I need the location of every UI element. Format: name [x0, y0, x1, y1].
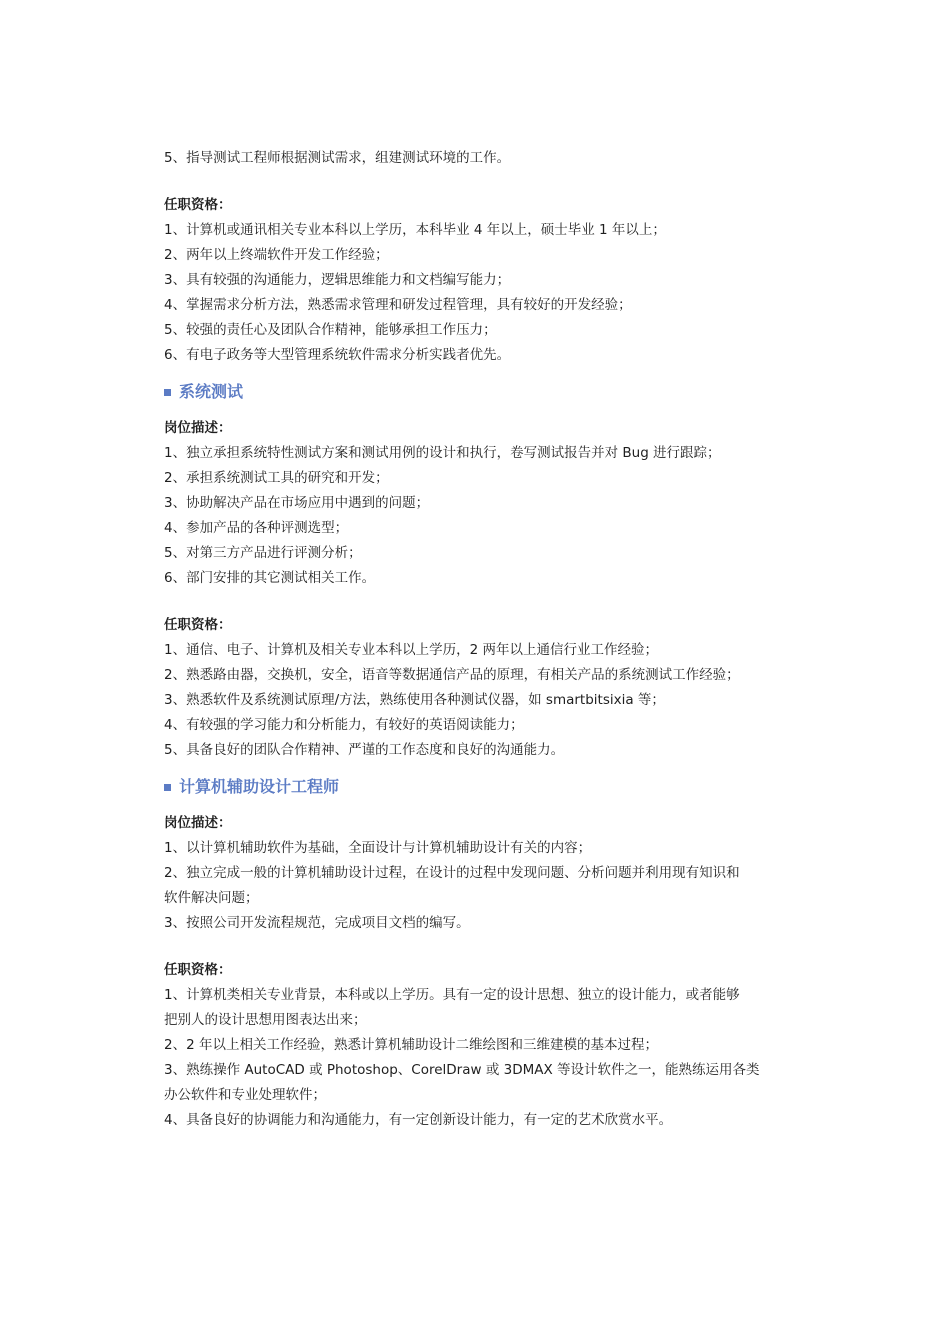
description-label: 岗位描述： [164, 420, 232, 436]
intro-item: 5、指导测试工程师根据测试需求，组建测试环境的工作。 [164, 150, 511, 166]
list-item: 把别人的设计思想用图表达出来； [164, 1012, 367, 1028]
description-label: 岗位描述： [164, 815, 232, 831]
list-item: 2、独立完成一般的计算机辅助设计过程，在设计的过程中发现问题、分析问题并利用现有知识和 [164, 865, 740, 881]
list-item: 1、独立承担系统特性测试方案和测试用例的设计和执行，卷写测试报告并对 Bug 进行跟踪； [164, 445, 721, 461]
list-item: 2、承担系统测试工具的研究和开发； [164, 470, 389, 486]
list-item: 2、2 年以上相关工作经验，熟悉计算机辅助设计二维绘图和三维建模的基本过程； [164, 1037, 658, 1053]
requirements-label: 任职资格： [164, 617, 232, 633]
list-item: 4、参加产品的各种评测选型； [164, 520, 349, 536]
list-item: 5、较强的责任心及团队合作精神，能够承担工作压力； [164, 322, 497, 338]
list-item: 办公软件和专业处理软件； [164, 1087, 326, 1103]
list-item: 5、对第三方产品进行评测分析； [164, 545, 362, 561]
section-title-text: 系统测试 [179, 382, 244, 401]
requirements-label: 任职资格： [164, 197, 232, 213]
list-item: 6、有电子政务等大型管理系统软件需求分析实践者优先。 [164, 347, 511, 363]
list-item: 4、掌握需求分析方法，熟悉需求管理和研发过程管理，具有较好的开发经验； [164, 297, 632, 313]
list-item: 5、具备良好的团队合作精神、严谨的工作态度和良好的沟通能力。 [164, 742, 565, 758]
list-item: 软件解决问题； [164, 890, 259, 906]
list-item: 1、计算机或通讯相关专业本科以上学历，本科毕业 4 年以上，硕士毕业 1 年以上； [164, 222, 666, 238]
list-item: 2、熟悉路由器，交换机，安全，语音等数据通信产品的原理，有相关产品的系统测试工作经验； [164, 667, 740, 683]
requirements-list [164, 983, 804, 1133]
requirements-list [164, 638, 804, 763]
list-item: 3、协助解决产品在市场应用中遇到的问题； [164, 495, 430, 511]
section-title-cad-engineer [164, 773, 804, 801]
list-item: 6、部门安排的其它测试相关工作。 [164, 570, 376, 586]
description-list [164, 441, 804, 591]
section-title-system-test [164, 378, 804, 406]
list-item: 4、具备良好的协调能力和沟通能力，有一定创新设计能力，有一定的艺术欣赏水平。 [164, 1112, 673, 1128]
list-item: 1、通信、电子、计算机及相关专业本科以上学历，2 两年以上通信行业工作经验； [164, 642, 658, 658]
document-page [164, 146, 804, 1133]
list-item: 3、具有较强的沟通能力，逻辑思维能力和文档编写能力； [164, 272, 511, 288]
section-title-text: 计算机辅助设计工程师 [179, 777, 340, 796]
list-item: 1、计算机类相关专业背景，本科或以上学历。具有一定的设计思想、独立的设计能力，或者能够 [164, 987, 740, 1003]
square-bullet-icon [164, 784, 171, 791]
requirements-list [164, 218, 804, 368]
list-item: 1、以计算机辅助软件为基础，全面设计与计算机辅助设计有关的内容； [164, 840, 592, 856]
list-item: 3、熟练操作 AutoCAD 或 Photoshop、CorelDraw 或 3DMAX 等设计软件之一，能熟练运用各类 [164, 1062, 760, 1078]
description-list [164, 836, 804, 936]
list-item: 4、有较强的学习能力和分析能力，有较好的英语阅读能力； [164, 717, 524, 733]
list-item: 3、熟悉软件及系统测试原理/方法，熟练使用各种测试仪器，如 smartbitsixia 等； [164, 692, 665, 708]
list-item: 3、按照公司开发流程规范，完成项目文档的编写。 [164, 915, 470, 931]
square-bullet-icon [164, 389, 171, 396]
list-item: 2、两年以上终端软件开发工作经验； [164, 247, 389, 263]
requirements-label: 任职资格： [164, 962, 232, 978]
